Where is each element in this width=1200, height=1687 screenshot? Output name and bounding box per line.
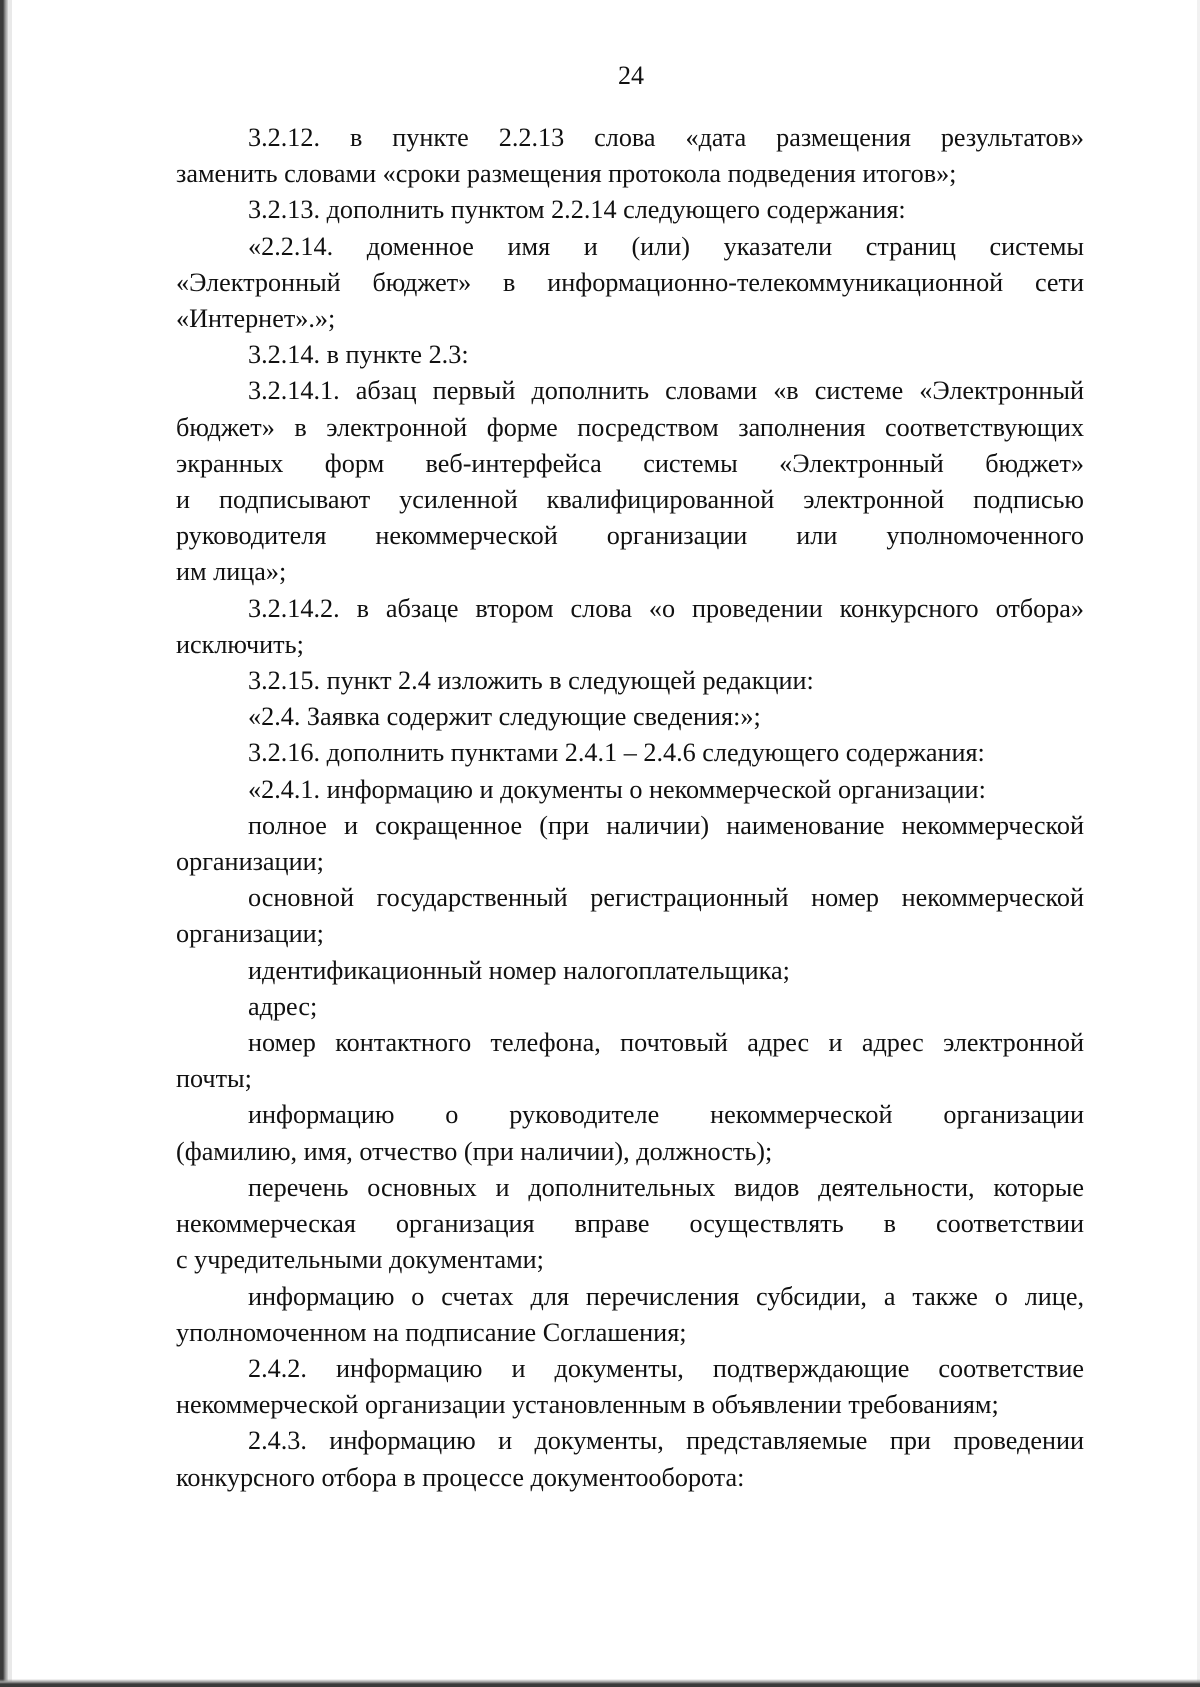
text-line: 3.2.14.1. абзац первый дополнить словами «в системе «Электронный [248,376,1084,406]
text-line: 3.2.16. дополнить пунктами 2.4.1 – 2.4.6 следующего содержания: [248,738,985,768]
text-line: «Интернет».»; [176,304,336,334]
text-line: с учредительными документами; [176,1245,544,1275]
document-body [176,120,1084,1496]
text-line: исключить; [176,629,304,659]
text-line: и подписывают усиленной квалифицированной электронной подписью [176,485,1084,515]
text-line: 3.2.14. в пункте 2.3: [248,340,469,370]
text-line: некоммерческой организации установленным в объявлении требованиям; [176,1390,999,1420]
text-line: организации; [176,847,324,877]
scan-left-shadow [9,0,12,1687]
scan-bottom-edge [0,1679,1200,1687]
text-line: заменить словами «сроки размещения протокола подведения итогов»; [176,159,957,189]
text-line: бюджет» в электронной форме посредством заполнения соответствующих [176,412,1084,442]
text-line: (фамилию, имя, отчество (при наличии), должность); [176,1136,773,1166]
text-line: 3.2.15. пункт 2.4 изложить в следующей редакции: [248,666,814,696]
text-line: идентификационный номер налогоплательщика; [248,955,790,985]
text-line: информацию о счетах для перечисления субсидии, а также о лице, [248,1281,1084,1311]
text-line: 3.2.12. в пункте 2.2.13 слова «дата размещения результатов» [248,123,1084,152]
text-line: уполномоченном на подписание Соглашения; [176,1317,687,1347]
text-line: почты; [176,1064,252,1094]
text-line: им лица»; [176,557,287,587]
text-line: перечень основных и дополнительных видов деятельности, которые [248,1172,1084,1202]
text-line: экранных форм веб-интерфейса системы «Электронный бюджет» [176,448,1084,478]
text-line: «Электронный бюджет» в информационно-телекоммуникационной сети [176,267,1084,297]
text-line: номер контактного телефона, почтовый адрес и адрес электронной [248,1028,1084,1058]
text-line: организации; [176,919,324,949]
text-line: конкурсного отбора в процессе документооборота: [176,1462,745,1492]
text-line: 3.2.14.2. в абзаце втором слова «о проведении конкурсного отбора» [248,593,1084,623]
text-line: «2.4. Заявка содержит следующие сведения:»; [248,702,761,732]
text-line: 2.4.2. информацию и документы, подтверждающие соответствие [248,1353,1084,1383]
text-line: 3.2.13. дополнить пунктом 2.2.14 следующего содержания: [248,195,906,225]
page-number: 24 [618,61,644,90]
text-line: «2.2.14. доменное имя и (или) указатели страниц системы [248,231,1084,261]
text-line: «2.4.1. информацию и документы о некоммерческой организации: [248,774,986,804]
text-line: некоммерческая организация вправе осуществлять в соответствии [176,1209,1084,1239]
text-line: адрес; [248,991,318,1021]
scan-left-edge [0,0,9,1687]
text-line: основной государственный регистрационный номер некоммерческой [248,883,1084,913]
text-line: информацию о руководителе некоммерческой организации [248,1100,1084,1130]
text-line: полное и сокращенное (при наличии) наименование некоммерческой [248,810,1084,840]
text-line: 2.4.3. информацию и документы, представляемые при проведении [248,1426,1084,1456]
text-line: руководителя некоммерческой организации или уполномоченного [176,521,1084,551]
